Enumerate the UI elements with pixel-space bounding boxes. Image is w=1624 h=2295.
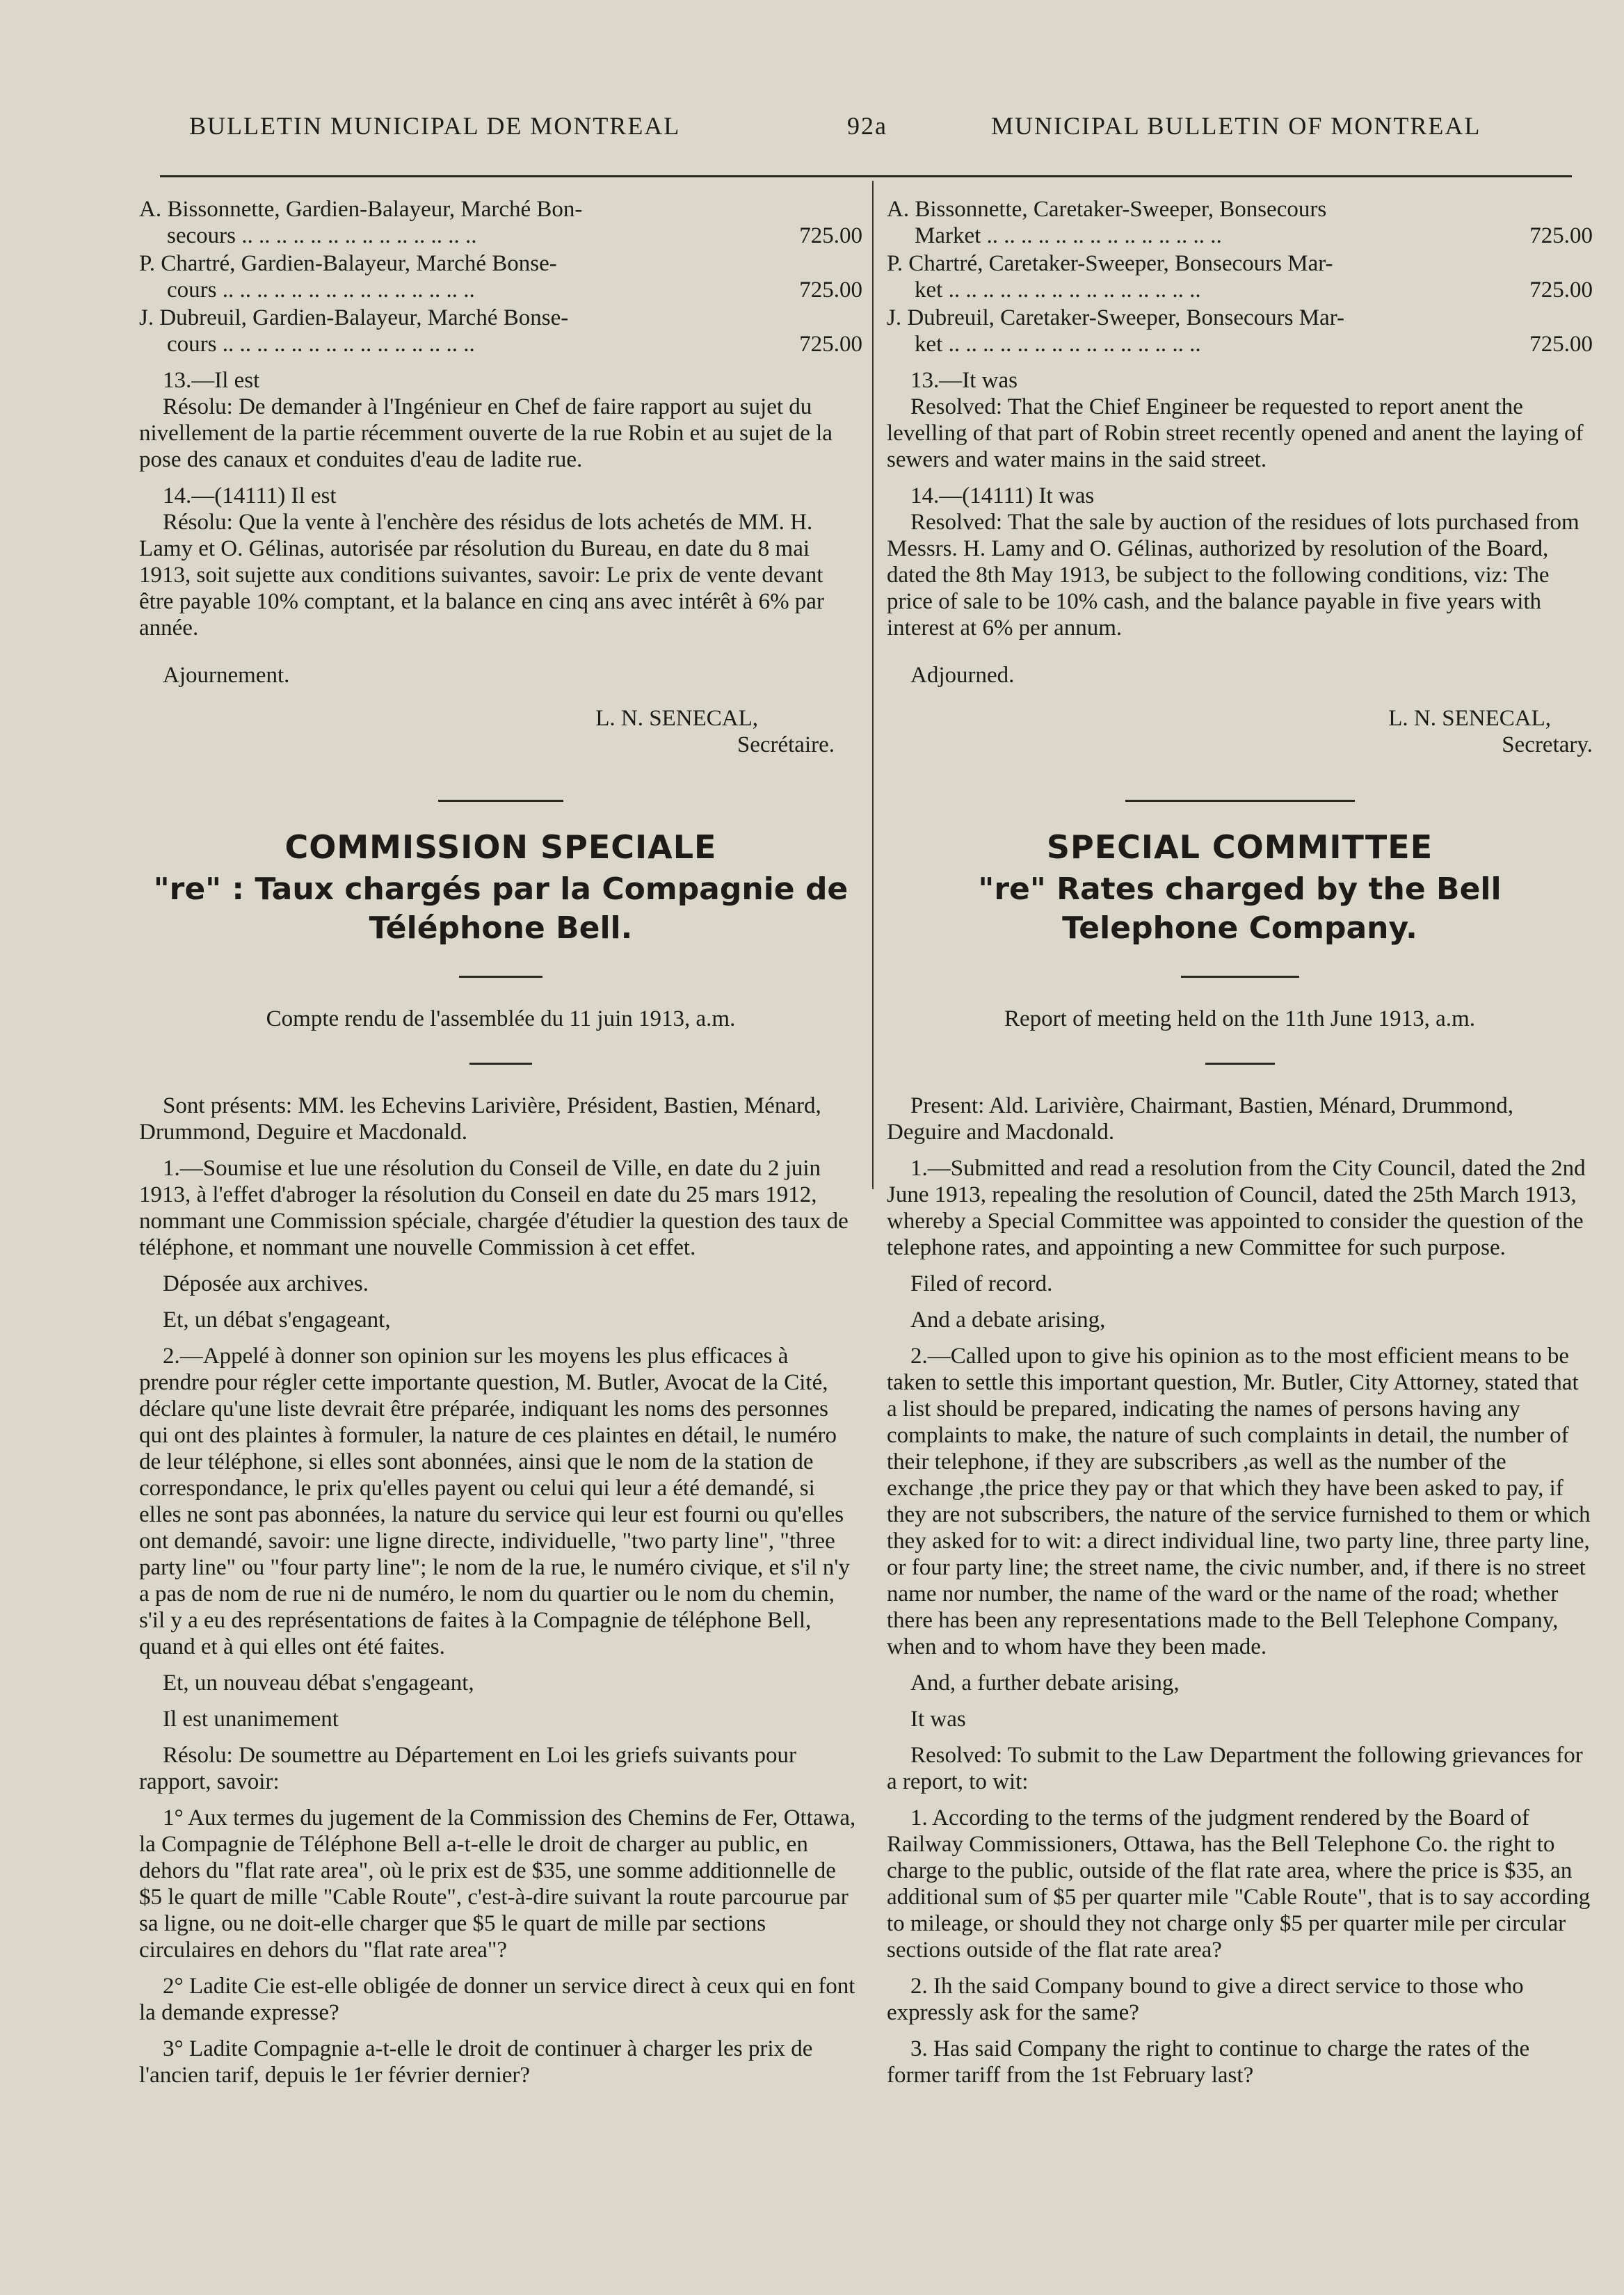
column-divider	[872, 181, 874, 1189]
entry-continuation: Market .. .. .. .. .. .. .. .. .. .. .. .. .. ..	[915, 223, 1222, 248]
entry-name: P. Chartré, Caretaker-Sweeper, Bonsecours Mar-	[887, 251, 1333, 276]
item-2: 2.—Called upon to give his opinion as to the most efficient means to be taken to settle this important question, Mr. Butler, City Attorney, stated that a list should be prepared, indicating the names of persons having any complaints to make, the nature of such complaints in detail, the number of their telephone, if they are subscribers ,as well as the number of the exchange ,the price they pay or that which they have been asked to pay, if they are not subscribers, the nature of the service furnished to them or which they asked for to wit: a direct individual line, two party line, three party line, or four party line; the street name, the civic number, and, if there is no street name nor number, the name of the ward or the name of the road; whether there has been any representations made to the Bell Telephone Company, when and to whom have they been made.	[887, 1344, 1591, 1659]
resolution: Résolu: De soumettre au Département en Loi les griefs suivants pour rapport, savoir:	[139, 1743, 796, 1794]
signature-title: Secrétaire.	[737, 732, 835, 757]
entry-name: J. Dubreuil, Caretaker-Sweeper, Bonsecours Mar-	[887, 305, 1345, 330]
divider	[1205, 1063, 1275, 1065]
item-13-body: Resolved: That the Chief Engineer be requested to report anent the levelling of that part of Robin street recently opened and anent the laying of sewers and water mains in the said street.	[887, 394, 1584, 472]
divider	[469, 1063, 532, 1065]
divider	[1125, 800, 1355, 802]
question-2: 2° Ladite Cie est-elle obligée de donner un service direct à ceux qui en font la demande expresse?	[139, 1974, 855, 2025]
section-subtitle: "re" Rates charged by the Bell Telephone Company.	[978, 871, 1502, 946]
item-13-body: Résolu: De demander à l'Ingénieur en Chef de faire rapport au sujet du nivellement de la partie récemment ouverte de la rue Robin et au sujet de la pose des canaux et conduites d'eau de ladite rue.	[139, 394, 833, 472]
section-title: COMMISSION SPECIALE	[284, 828, 717, 866]
report-line: Report of meeting held on the 11th June 1913, a.m.	[1004, 1006, 1475, 1031]
signature-name: L. N. SENECAL,	[1388, 706, 1551, 731]
signature-name: L. N. SENECAL,	[595, 706, 758, 731]
question-3: 3° Ladite Compagnie a-t-elle le droit de continuer à charger les prix de l'ancien tarif, depuis le 1er février dernier?	[139, 2036, 813, 2088]
entry-continuation: cours .. .. .. .. .. .. .. .. .. .. .. .. .. .. ..	[167, 277, 475, 303]
entry-amount: 725.00	[799, 277, 862, 303]
filed-record: Déposée aux archives.	[163, 1271, 369, 1296]
section-subtitle: "re" : Taux chargés par la Compagnie de Téléphone Bell.	[153, 871, 849, 946]
entry-amount: 725.00	[1529, 277, 1593, 303]
header-rule	[160, 175, 1572, 177]
salary-entry	[887, 305, 1593, 357]
entry-amount: 725.00	[1529, 332, 1593, 357]
debate-line: And a debate arising,	[910, 1307, 1106, 1332]
salary-entry	[139, 305, 862, 357]
english-column	[887, 196, 1593, 2088]
header-left: BULLETIN MUNICIPAL DE MONTREAL	[189, 112, 681, 140]
item-1: 1.—Submitted and read a resolution from the City Council, dated the 2nd June 1913, repealing the resolution of Council, dated the 25th March 1913, whereby a Special Committee was appointed to consider the question of the telephone rates, and appointing a new Committee for such purpose.	[887, 1156, 1586, 1260]
item-13-heading: 13.—Il est	[163, 368, 260, 393]
item-14-body: Resolved: That the sale by auction of the residues of lots purchased from Messrs. H. Lamy and O. Gélinas, authorized by resolution of the Board, dated the 8th May 1913, be subject to the following conditions, viz: The price of sale to be 10% cash, and the balance payable in five years with interest at 6% per annum.	[887, 510, 1579, 641]
signature-title: Secretary.	[1502, 732, 1593, 757]
item-13-heading: 13.—It was	[910, 368, 1018, 393]
item-14-body: Résolu: Que la vente à l'enchère des résidus de lots achetés de MM. H. Lamy et O. Gélinas, autorisée par résolution du Bureau, en date du 8 mai 1913, soit sujette aux conditions suivantes, savoir: Le prix de vente devant être payable 10% comptant, et la balance en cinq ans avec intérêt à 6% par année.	[139, 510, 824, 641]
salary-entry	[139, 196, 862, 249]
divider	[459, 976, 542, 978]
present-members: Sont présents: MM. les Echevins Larivière, Président, Bastien, Ménard, Drummond, Deguire et Macdonald.	[139, 1093, 821, 1145]
section-title: SPECIAL COMMITTEE	[1046, 828, 1433, 866]
question-1: 1° Aux termes du jugement de la Commission des Chemins de Fer, Ottawa, la Compagnie de Téléphone Bell a-t-elle le droit de charger au public, en dehors du "flat rate area", où le prix est de $35, une somme additionnelle de $5 le quart de mille "Cable Route", c'est-à-dire suivant la route parcourue par sa ligne, ou ne doit-elle charger que $5 le quart de mille par sections circulaires en dehors du "flat rate area"?	[139, 1805, 856, 1963]
adjournment: Ajournement.	[163, 663, 290, 688]
unanimous-line: Il est unanimement	[163, 1707, 339, 1732]
salary-entry	[887, 196, 1593, 249]
debate-line: Et, un nouveau débat s'engageant,	[163, 1670, 474, 1696]
item-14-heading: 14.—(14111) It was	[910, 483, 1095, 508]
item-2: 2.—Appelé à donner son opinion sur les moyens les plus efficaces à prendre pour régler cette importante question, M. Butler, Avocat de la Cité, déclare qu'une liste devrait être préparée, indiquant les noms des personnes qui ont des plaintes à formuler, la nature de ces plaintes en détail, le numéro de leur téléphone, si elles sont abonnées, ainsi que le nom de la station de correspondance, le prix qu'elles payent ou celui qui leur a été demandé, si elles ne sont pas abonnées, la nature du service qui leur est fourni ou qu'elles ont demandé, savoir: une ligne directe, individuelle, "two party line", "three party line" ou "four party line"; le nom de la rue, le numéro civique, et s'il n'y a pas de nom de rue ni de numéro, le nom du quartier ou le nom du chemin, s'il y a eu des représentations de faites à la Compagnie de téléphone Bell, quand et à qui elles ont été faites.	[139, 1344, 850, 1659]
page-number: 92a	[847, 112, 887, 140]
divider	[438, 800, 563, 802]
item-14-heading: 14.—(14111) Il est	[163, 483, 337, 508]
question-1: 1. According to the terms of the judgment rendered by the Board of Railway Commissioners, Ottawa, has the Bell Telephone Co. the right to charge to the public, outside of the flat rate area, where the price is $35, an additional sum of $5 per quarter mile "Cable Route", that is to say according to mileage, or should they not charge only $5 per quarter mile per circular sections outside of the flat rate area?	[887, 1805, 1591, 1963]
entry-amount: 725.00	[1529, 223, 1593, 248]
entry-name: A. Bissonnette, Caretaker-Sweeper, Bonsecours	[887, 197, 1327, 222]
entry-name: P. Chartré, Gardien-Balayeur, Marché Bonse-	[139, 251, 557, 276]
debate-line: And, a further debate arising,	[910, 1670, 1180, 1696]
question-2: 2. Ih the said Company bound to give a direct service to those who expressly ask for the same?	[887, 1974, 1524, 2025]
present-members: Present: Ald. Larivière, Chairmant, Bastien, Ménard, Drummond, Deguire and Macdonald.	[887, 1093, 1513, 1145]
question-3: 3. Has said Company the right to continue to charge the rates of the former tariff from the 1st February last?	[887, 2036, 1530, 2088]
divider	[1181, 976, 1299, 978]
french-column	[139, 196, 862, 2088]
resolution: Resolved: To submit to the Law Department the following grievances for a report, to wit:	[887, 1743, 1583, 1794]
entry-continuation: cours .. .. .. .. .. .. .. .. .. .. .. .. .. .. ..	[167, 332, 475, 357]
header-right: MUNICIPAL BULLETIN OF MONTREAL	[991, 112, 1481, 140]
item-1: 1.—Soumise et lue une résolution du Conseil de Ville, en date du 2 juin 1913, à l'effet d'abroger la résolution du Conseil en date du 25 mars 1912, nommant une Commission spéciale, chargée d'étudier la question des taux de téléphone, et nommant une nouvelle Commission à cet effet.	[139, 1156, 849, 1260]
debate-line: Et, un débat s'engageant,	[163, 1307, 391, 1332]
entry-continuation: ket .. .. .. .. .. .. .. .. .. .. .. .. .. .. ..	[915, 332, 1201, 357]
adjournment: Adjourned.	[910, 663, 1015, 688]
it-was-line: It was	[910, 1707, 966, 1732]
entry-amount: 725.00	[799, 223, 862, 248]
entry-continuation: secours .. .. .. .. .. .. .. .. .. .. .. .. .. ..	[167, 223, 477, 248]
salary-entry	[139, 250, 862, 303]
salary-entry	[887, 250, 1593, 303]
entry-name: J. Dubreuil, Gardien-Balayeur, Marché Bonse-	[139, 305, 569, 330]
entry-amount: 725.00	[799, 332, 862, 357]
filed-record: Filed of record.	[910, 1271, 1053, 1296]
report-line: Compte rendu de l'assemblée du 11 juin 1913, a.m.	[266, 1006, 736, 1031]
entry-name: A. Bissonnette, Gardien-Balayeur, Marché Bon-	[139, 197, 583, 222]
entry-continuation: ket .. .. .. .. .. .. .. .. .. .. .. .. .. .. ..	[915, 277, 1201, 303]
